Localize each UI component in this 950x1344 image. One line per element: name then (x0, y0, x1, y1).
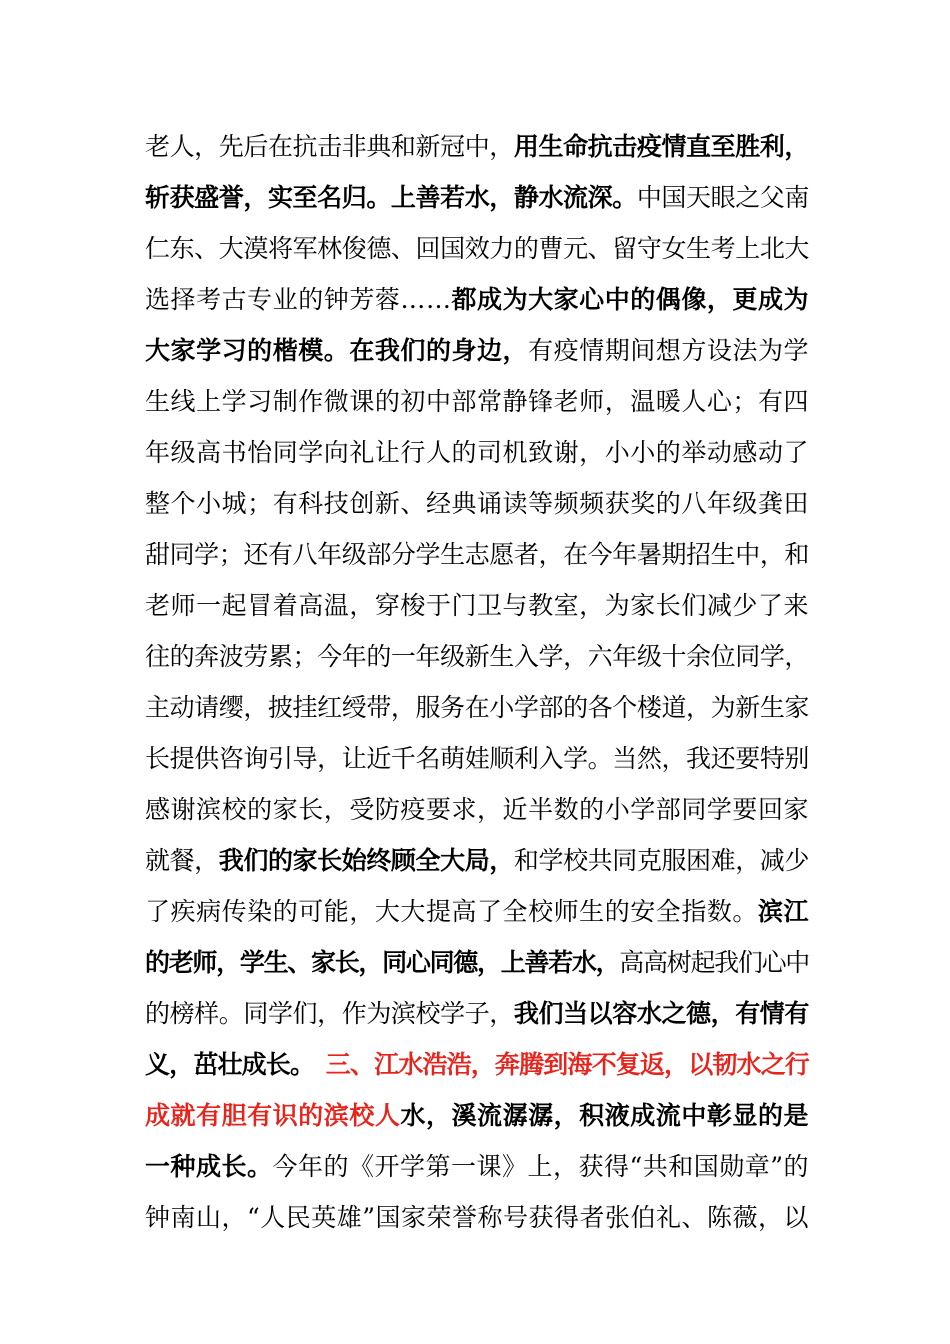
emphasis-text: 大家学习的楷模。在我们的身边， (145, 336, 529, 365)
body-text-run: 长提供咨询引导，让近千名萌娃顺利入学。当然，我还要特别 (145, 744, 809, 773)
text-line (145, 529, 809, 580)
heading-text: 成就有胆有识的滨校人 (145, 1101, 401, 1130)
emphasis-text: 斩获盛誉，实至名归。上善若水，静水流深。 (145, 183, 637, 212)
body-text-run: 感谢滨校的家长，受防疫要求，近半数的小学部同学要回家 (145, 795, 809, 824)
text-line (145, 682, 809, 733)
text-line (145, 580, 809, 631)
body-text-run: 生线上学习制作微课的初中部常静锋老师，温暖人心；有四 (145, 387, 809, 416)
body-text-run: 整个小城；有科技创新、经典诵读等频频获奖的八年级龚田 (145, 489, 809, 518)
emphasis-text: 的老师，学生、家长，同心同德，上善若水， (145, 948, 620, 977)
emphasis-text: 我们的家长始终顾全大局， (218, 846, 514, 875)
emphasis-text: 都成为大家心中的偶像，更成为 (451, 285, 809, 314)
body-text-run: 仁东、大漠将军林俊德、回国效力的曹元、留守女生考上北大 (145, 234, 809, 263)
emphasis-text: 水，溪流潺潺，积液成流中彰显的是 (400, 1101, 809, 1130)
body-text-run: 钟南山，“人民英雄”国家荣誉称号获得者张伯礼、陈薇，以 (145, 1203, 809, 1232)
body-text-run: 就餐， (145, 846, 219, 875)
text-line (145, 988, 809, 1039)
body-text-run: 主动请缨，披挂红绶带，服务在小学部的各个楼道，为新生家 (145, 693, 809, 722)
body-text-run: 年级高书怡同学向礼让行人的司机致谢，小小的举动感动了 (145, 438, 809, 467)
text-line (145, 376, 809, 427)
text-line (145, 1192, 809, 1243)
text-line (145, 427, 809, 478)
body-text-run: 甜同学；还有八年级部分学生志愿者，在今年暑期招生中，和 (145, 540, 809, 569)
body-text-run: 老师一起冒着高温，穿梭于门卫与教室，为家长们减少了来 (145, 591, 809, 620)
body-text (145, 121, 809, 1243)
body-text-run: 有疫情期间想方设法为学 (528, 336, 809, 365)
text-line (145, 1090, 809, 1141)
text-line (145, 733, 809, 784)
body-text-run: 和学校共同克服困难，减少 (513, 846, 809, 875)
text-line (145, 121, 809, 172)
text-line (145, 274, 809, 325)
emphasis-text: 我们当以容水之德，有情有 (513, 999, 809, 1028)
text-line (145, 478, 809, 529)
text-line (145, 1039, 809, 1090)
body-text-run: 了疾病传染的可能，大大提高了全校师生的安全指数。 (145, 897, 758, 926)
body-text-run: 选择考古专业的钟芳蓉…… (145, 285, 452, 314)
body-text-run: 往的奔波劳累；今年的一年级新生入学，六年级十余位同学， (145, 642, 809, 671)
text-line (145, 325, 809, 376)
text-line (145, 835, 809, 886)
text-line (145, 1141, 809, 1192)
body-text-run: 中国天眼之父南 (636, 183, 809, 212)
text-line (145, 937, 809, 988)
body-text-run: 的榜样。同学们，作为滨校学子， (145, 999, 514, 1028)
body-text-run: 今年的《开学第一课》上，获得“共和国勋章”的 (272, 1152, 809, 1181)
emphasis-text: 滨江 (757, 897, 809, 926)
emphasis-text: 义，茁壮成长。 (145, 1050, 302, 1079)
text-line (145, 886, 809, 937)
text-line (145, 631, 809, 682)
text-line (145, 223, 809, 274)
emphasis-text: 用生命抗击疫情直至胜利， (513, 132, 809, 161)
emphasis-text: 一种成长。 (145, 1152, 273, 1181)
heading-text: 三、江水浩浩，奔腾到海不复返，以韧水之行 (301, 1050, 809, 1079)
text-line (145, 172, 809, 223)
text-line (145, 784, 809, 835)
body-text-run: 高高树起我们心中 (619, 948, 809, 977)
body-text-run: 老人，先后在抗击非典和新冠中， (145, 132, 514, 161)
